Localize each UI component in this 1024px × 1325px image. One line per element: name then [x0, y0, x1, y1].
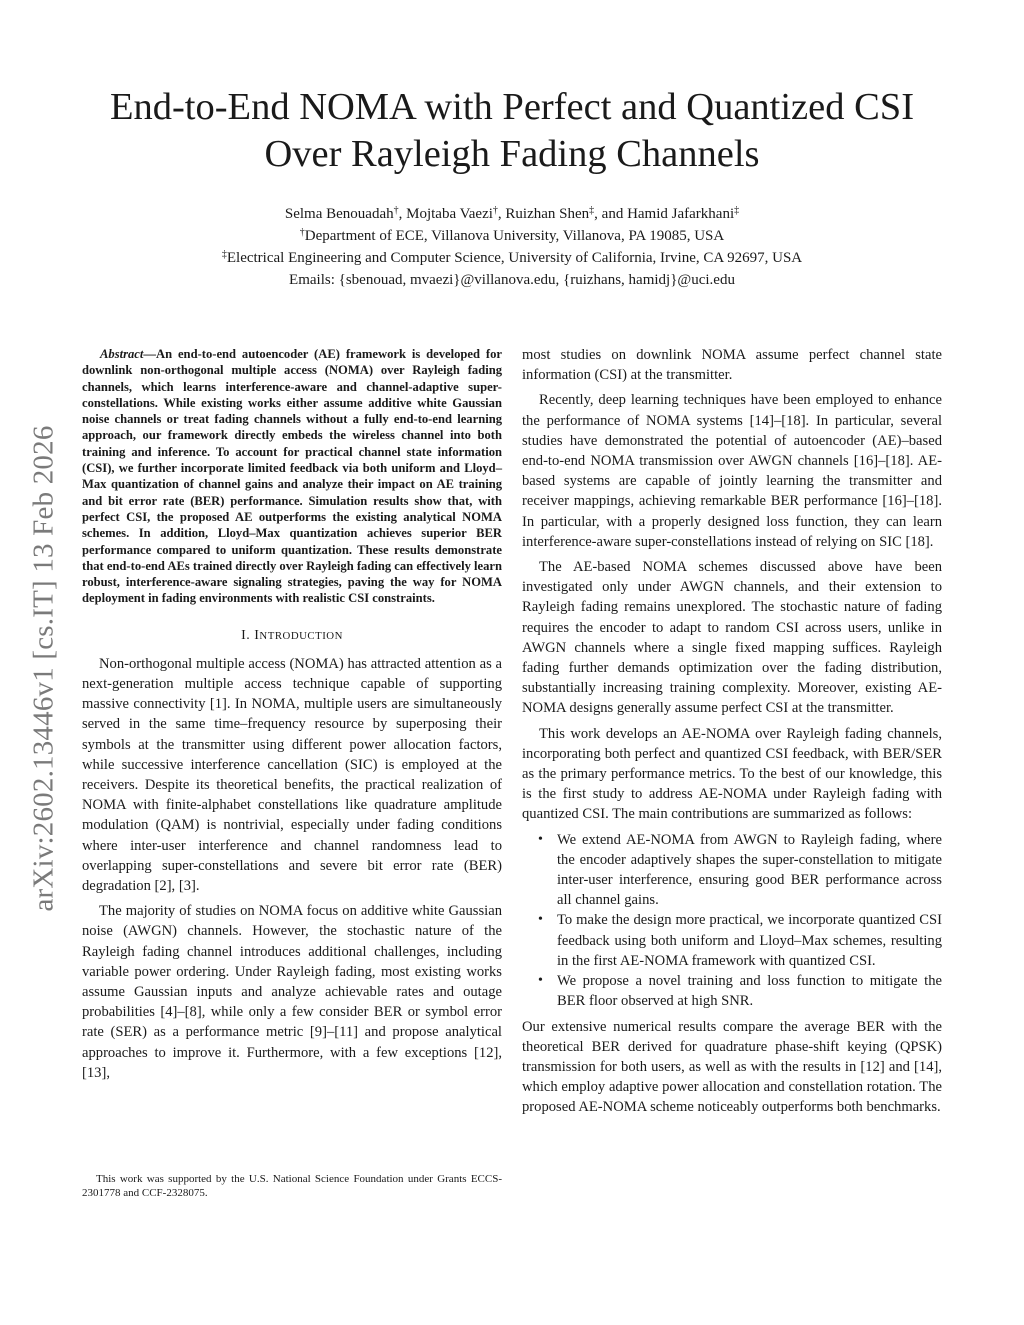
contribution-text: To make the design more practical, we incorporate quantized CSI feedback using both uniform and Lloyd–Max schemes, resulting in the first AE-NOMA framework with quantized CSI.: [557, 912, 942, 969]
affiliation-uci: [40, 247, 984, 269]
bullet-marker: •: [538, 912, 543, 928]
affiliation-mark: †: [492, 205, 498, 216]
affiliation-mark: ‡: [734, 205, 740, 216]
affiliation-text: Electrical Engineering and Computer Science, University of California, Irvine, CA 92697, USA: [226, 250, 803, 266]
contribution-item: [522, 971, 942, 1011]
affiliation-mark: ‡: [589, 205, 595, 216]
body-paragraph: Our extensive numerical results compare the average BER with the theoretical BER derived for quadrature phase-shift keying (QPSK) transmission for both users, as well as with the results in [12] and [14], which employ adaptive power allocation and constellation rotation. The proposed AE-NOMA scheme noticeably outperforms both benchmarks.: [522, 1018, 942, 1116]
affiliation-mark: †: [393, 205, 399, 216]
contribution-text: We propose a novel training and loss function to mitigate the BER floor observed at high SNR.: [557, 973, 942, 1010]
author-block: [40, 203, 984, 291]
body-paragraph: The majority of studies on NOMA focus on additive white Gaussian noise (AWGN) channels. However, the stochastic nature of the Rayleigh fading channel introduces additional challenges, including variable power ordering. Under Rayleigh fading, most existing works assume Gaussian inputs and analyze achievable rates and outage probabilities [4]–[8], while only a few consider BER or symbol error rate (SER) as a performance metric [9]–[11] and propose analytical approaches to improve it. Furthermore, with a few exceptions [12], [13],: [82, 903, 502, 1081]
right-column: [522, 345, 942, 1123]
author-name: , Ruizhan Shen: [497, 206, 590, 222]
section-title-rest: NTRODUCTION: [259, 629, 343, 642]
abstract-label: Abstract: [100, 347, 144, 361]
author-emails: Emails: {sbenouad, mvaezi}@villanova.edu, {ruizhans, hamidj}@uci.edu: [289, 272, 735, 288]
contribution-item: [522, 910, 942, 971]
arxiv-identifier: arXiv:2602.13446v1 [cs.IT] 13 Feb 2026: [27, 424, 60, 912]
body-paragraph: most studies on downlink NOMA assume perfect channel state information (CSI) at the transmitter.: [522, 347, 942, 384]
body-paragraph: Recently, deep learning techniques have been employed to enhance the performance of NOMA systems [14]–[18]. In particular, several studies have demonstrated the potential of autoencoder (AE)–based end-to-end NOMA transmission over AWGN channels [16]–[18]. AE-based systems are capable of jointly learning the transmitter and receiver mappings, achieving remarkable BER performance [16]–[18]. In particular, with a properly designed loss function, they can learn interference-aware super-constellations instead of relying on SIC [18].: [522, 392, 942, 550]
paper-title: [40, 84, 984, 178]
affiliation-villanova: [40, 225, 984, 247]
author-name: Selma Benouadah: [284, 206, 394, 222]
section-title-initial: I: [254, 627, 260, 643]
author-name: , Mojtaba Vaezi: [398, 206, 493, 222]
affiliation-text: Department of ECE, Villanova University, Villanova, PA 19085, USA: [304, 228, 725, 244]
abstract-text: —An end-to-end autoencoder (AE) framework is developed for downlink non-orthogonal multiple access (NOMA) over Rayleigh fading channels, which learns interference-aware and channel-adaptive super-constellations. While existing works either assume additive white Gaussian noise channels or treat fading channels without a fully end-to-end learning approach, our framework directly embeds the wireless channel into both training and inference. To account for practical channel state information (CSI), we further incorporate limited feedback via both uniform and Lloyd–Max quantization of channel gains and analyze their impact on AE training and bit error rate (BER) performance. Simulation results show that, with perfect CSI, the proposed AE outperforms the existing analytical NOMA schemes. In addition, Lloyd–Max quantization achieves superior BER performance compared to uniform quantization. These results demonstrate that end-to-end AEs trained directly over Rayleigh fading can effectively learn robust, interference-aware signaling strategies, paving the way for NOMA deployment in fading environments with realistic CSI constraints.: [82, 347, 502, 606]
abstract: [82, 346, 502, 607]
affiliation-mark: ‡: [221, 249, 227, 260]
contributions-list: [522, 830, 942, 1012]
section-numeral: I.: [241, 627, 255, 643]
left-column: [82, 346, 502, 1088]
body-paragraph: This work develops an AE-NOMA over Rayleigh fading channels, incorporating both perfect and quantized CSI feedback, with BER/SER as the primary performance metrics. To the best of our knowledge, this is the first study to address AE-NOMA under Rayleigh fading with quantized CSI. The main contributions are summarized as follows:: [522, 725, 942, 823]
bullet-marker: •: [538, 831, 543, 847]
bullet-marker: •: [538, 973, 543, 989]
paper-title-line-2: Over Rayleigh Fading Channels: [264, 133, 760, 175]
author-name: , and Hamid Jafarkhani: [594, 206, 735, 222]
contribution-text: We extend AE-NOMA from AWGN to Rayleigh fading, where the encoder adaptively shapes the super-constellation to mitigate inter-user interference, ensuring good BER performance across all channel gains.: [557, 831, 942, 909]
contribution-item: [522, 830, 942, 911]
body-paragraph: Non-orthogonal multiple access (NOMA) has attracted attention as a next-generation multiple access technique capable of supporting massive connectivity [1]. In NOMA, multiple users are simultaneously served in the same time–frequency resource by superposing their symbols at the transmitter using different power allocation factors, while successive interference cancellation (SIC) is employed at the receivers. Despite its theoretical benefits, the practical realization of NOMA with finite-alphabet constellations like quadrature amplitude modulation (QAM) is nontrivial, especially under fading conditions where inter-user interference and channel randomness lead to overlapping super-constellations and severe bit error rate (BER) degradation [2], [3].: [82, 655, 502, 894]
section-heading-introduction: [82, 627, 502, 645]
body-paragraph: The AE-based NOMA schemes discussed above have been investigated only under AWGN channels, and their extension to Rayleigh fading remains unexplored. The stochastic nature of fading requires the encoder to adapt to random CSI across users, unlike in AWGN channels where a single fixed mapping suffices. Rayleigh fading further demands optimization over the fading distribution, substantially increasing training complexity. Moreover, existing AE-NOMA designs generally assume perfect CSI at the transmitter.: [522, 559, 942, 717]
author-list: [40, 203, 984, 225]
footnote-funding: This work was supported by the U.S. National Science Foundation under Grants ECCS-2301778 and CCF-2328075.: [82, 1173, 502, 1199]
affiliation-mark: †: [299, 227, 305, 238]
paper-title-line-1: End-to-End NOMA with Perfect and Quantized CSI: [109, 86, 915, 128]
arxiv-identifier-stamp: [18, 378, 70, 958]
